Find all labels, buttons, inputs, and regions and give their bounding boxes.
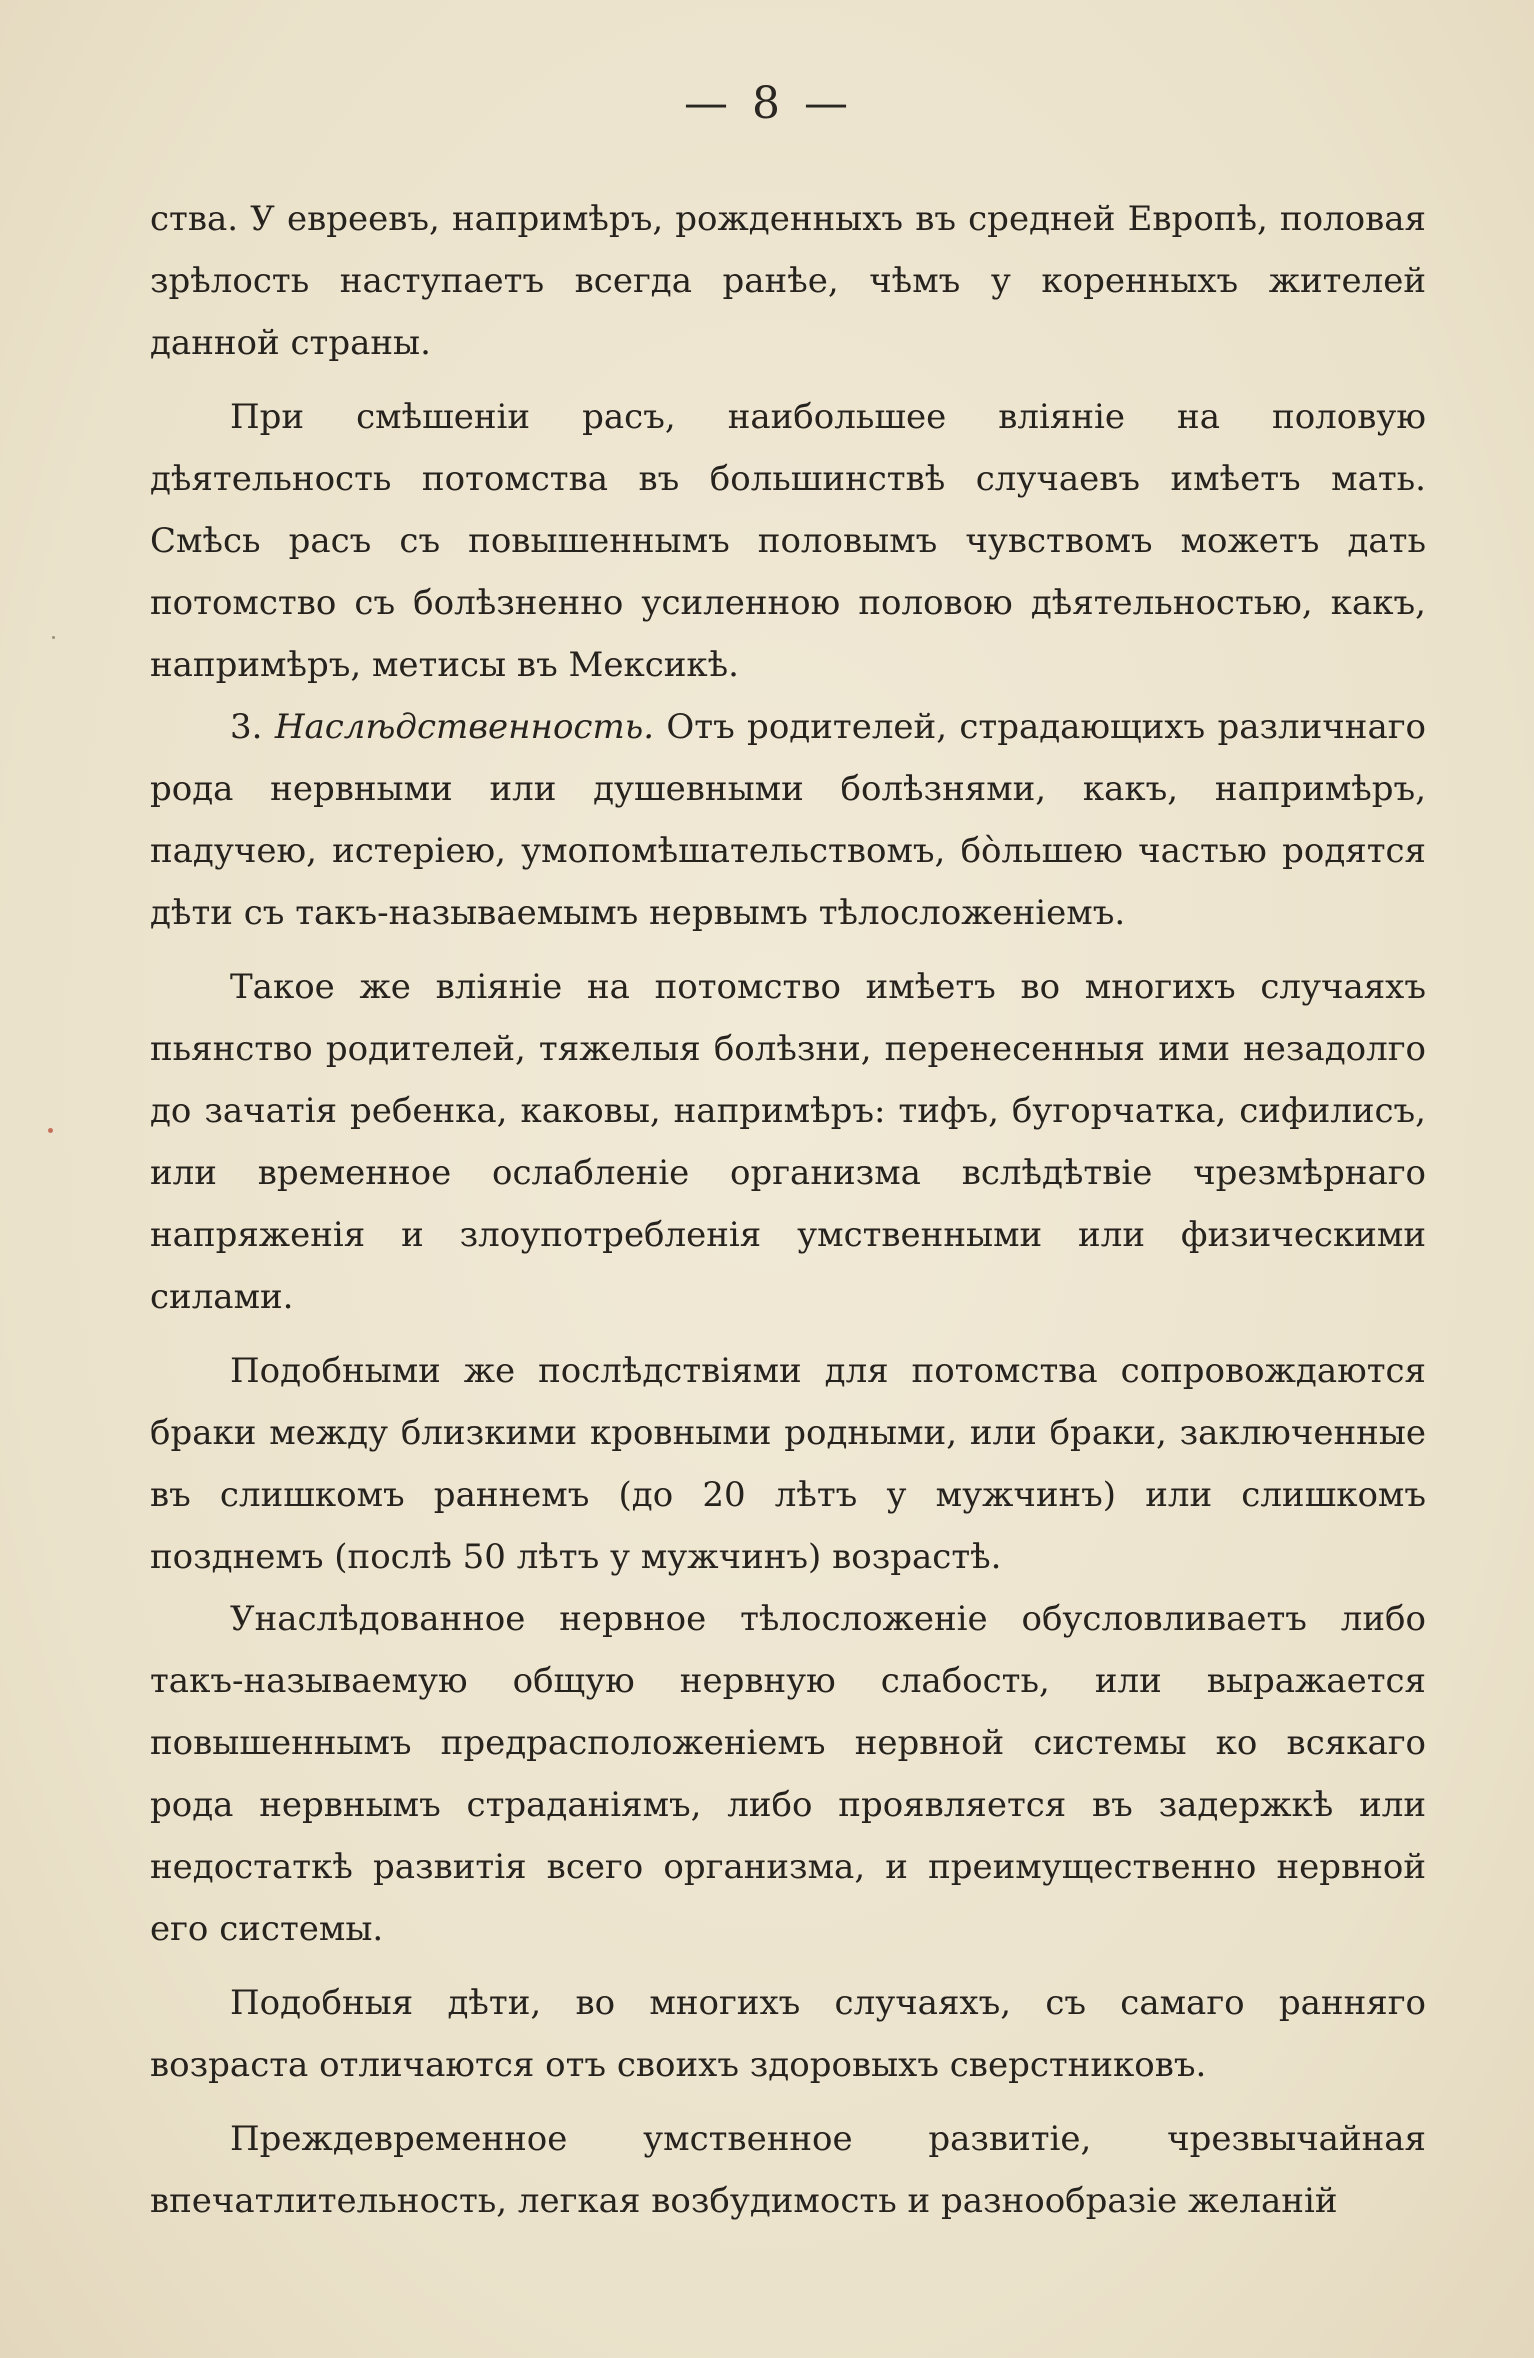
- paragraph-5-text: Подобными же послѣдствіями для потомства сопровождаются браки между близкими кровными родными, или браки, заключенные въ слишкомъ раннемъ (до 20 лѣтъ у мужчинъ) или слишкомъ позднемъ (послѣ 50 лѣтъ у мужчинъ) возрастѣ.: [150, 1351, 1426, 1577]
- paragraph-2-text: При смѣшеніи расъ, наибольшее вліяніе на половую дѣятельность потомства въ большинствѣ случаевъ имѣетъ мать. Смѣсь расъ съ повышеннымъ половымъ чувствомъ можетъ дать потомство съ болѣзненно усиленною половою дѣятельностью, какъ, напримѣръ, метисы въ Мексикѣ.: [150, 397, 1426, 685]
- body-text: [150, 188, 1426, 2232]
- paragraph-2: [150, 386, 1426, 696]
- section-term-heredity: Наслѣдственность.: [274, 707, 655, 747]
- paragraph-6-text: Унаслѣдованное нервное тѣлосложеніе обусловливаетъ либо такъ-называемую общую нервную слабость, или выражается повышеннымъ предрасположеніемъ нервной системы ко всякаго рода нервнымъ страданіямъ, либо проявляется въ задержкѣ или недостаткѣ развитія всего организма, и преимущественно нервной его системы.: [150, 1599, 1426, 1949]
- paragraph-6: [150, 1588, 1426, 1960]
- paragraph-4-text: Такое же вліяніе на потомство имѣетъ во многихъ случаяхъ пьянство родителей, тяжелыя болѣзни, перенесенныя ими незадолго до зачатія ребенка, каковы, напримѣръ: тифъ, бугорчатка, сифилисъ, или временное ослабленіе организма вслѣдѣтвіе чрезмѣрнаго напряженія и злоупотребленія умственными или физическими силами.: [150, 967, 1426, 1317]
- paragraph-1-text: ства. У евреевъ, напримѣръ, рожденныхъ въ средней Европѣ, половая зрѣлость наступаетъ всегда ранѣе, чѣмъ у коренныхъ жителей данной страны.: [150, 199, 1426, 363]
- paper-speck-small: [52, 636, 55, 639]
- paragraph-5: [150, 1340, 1426, 1588]
- paragraph-8-text: Преждевременное умственное развитіе, чрезвычайная впечатлительность, легкая возбудимость и разнообразіе желаній: [150, 2119, 1426, 2221]
- section-number: 3.: [230, 707, 263, 747]
- paragraph-7: [150, 1972, 1426, 2096]
- paragraph-4: [150, 956, 1426, 1328]
- paragraph-3-text: Отъ родителей, страдающихъ различнаго рода нервными или душевными болѣзнями, какъ, напримѣръ, падучею, истеріею, умопомѣшательствомъ, бо̀льшею частью родятся дѣти съ такъ-называемымъ нервымъ тѣлосложеніемъ.: [150, 707, 1427, 933]
- paragraph-3: [150, 696, 1426, 944]
- page-number-dash-right: —: [804, 78, 850, 129]
- page-number-header: [0, 78, 1534, 129]
- paragraph-7-text: Подобныя дѣти, во многихъ случаяхъ, съ самаго ранняго возраста отличаются отъ своихъ здоровыхъ сверстниковъ.: [150, 1983, 1426, 2085]
- paper-speck-left: [48, 1128, 53, 1133]
- page-number: 8: [752, 78, 782, 129]
- paragraph-1: [150, 188, 1426, 374]
- paragraph-8: [150, 2108, 1426, 2232]
- page-number-dash-left: —: [684, 78, 730, 129]
